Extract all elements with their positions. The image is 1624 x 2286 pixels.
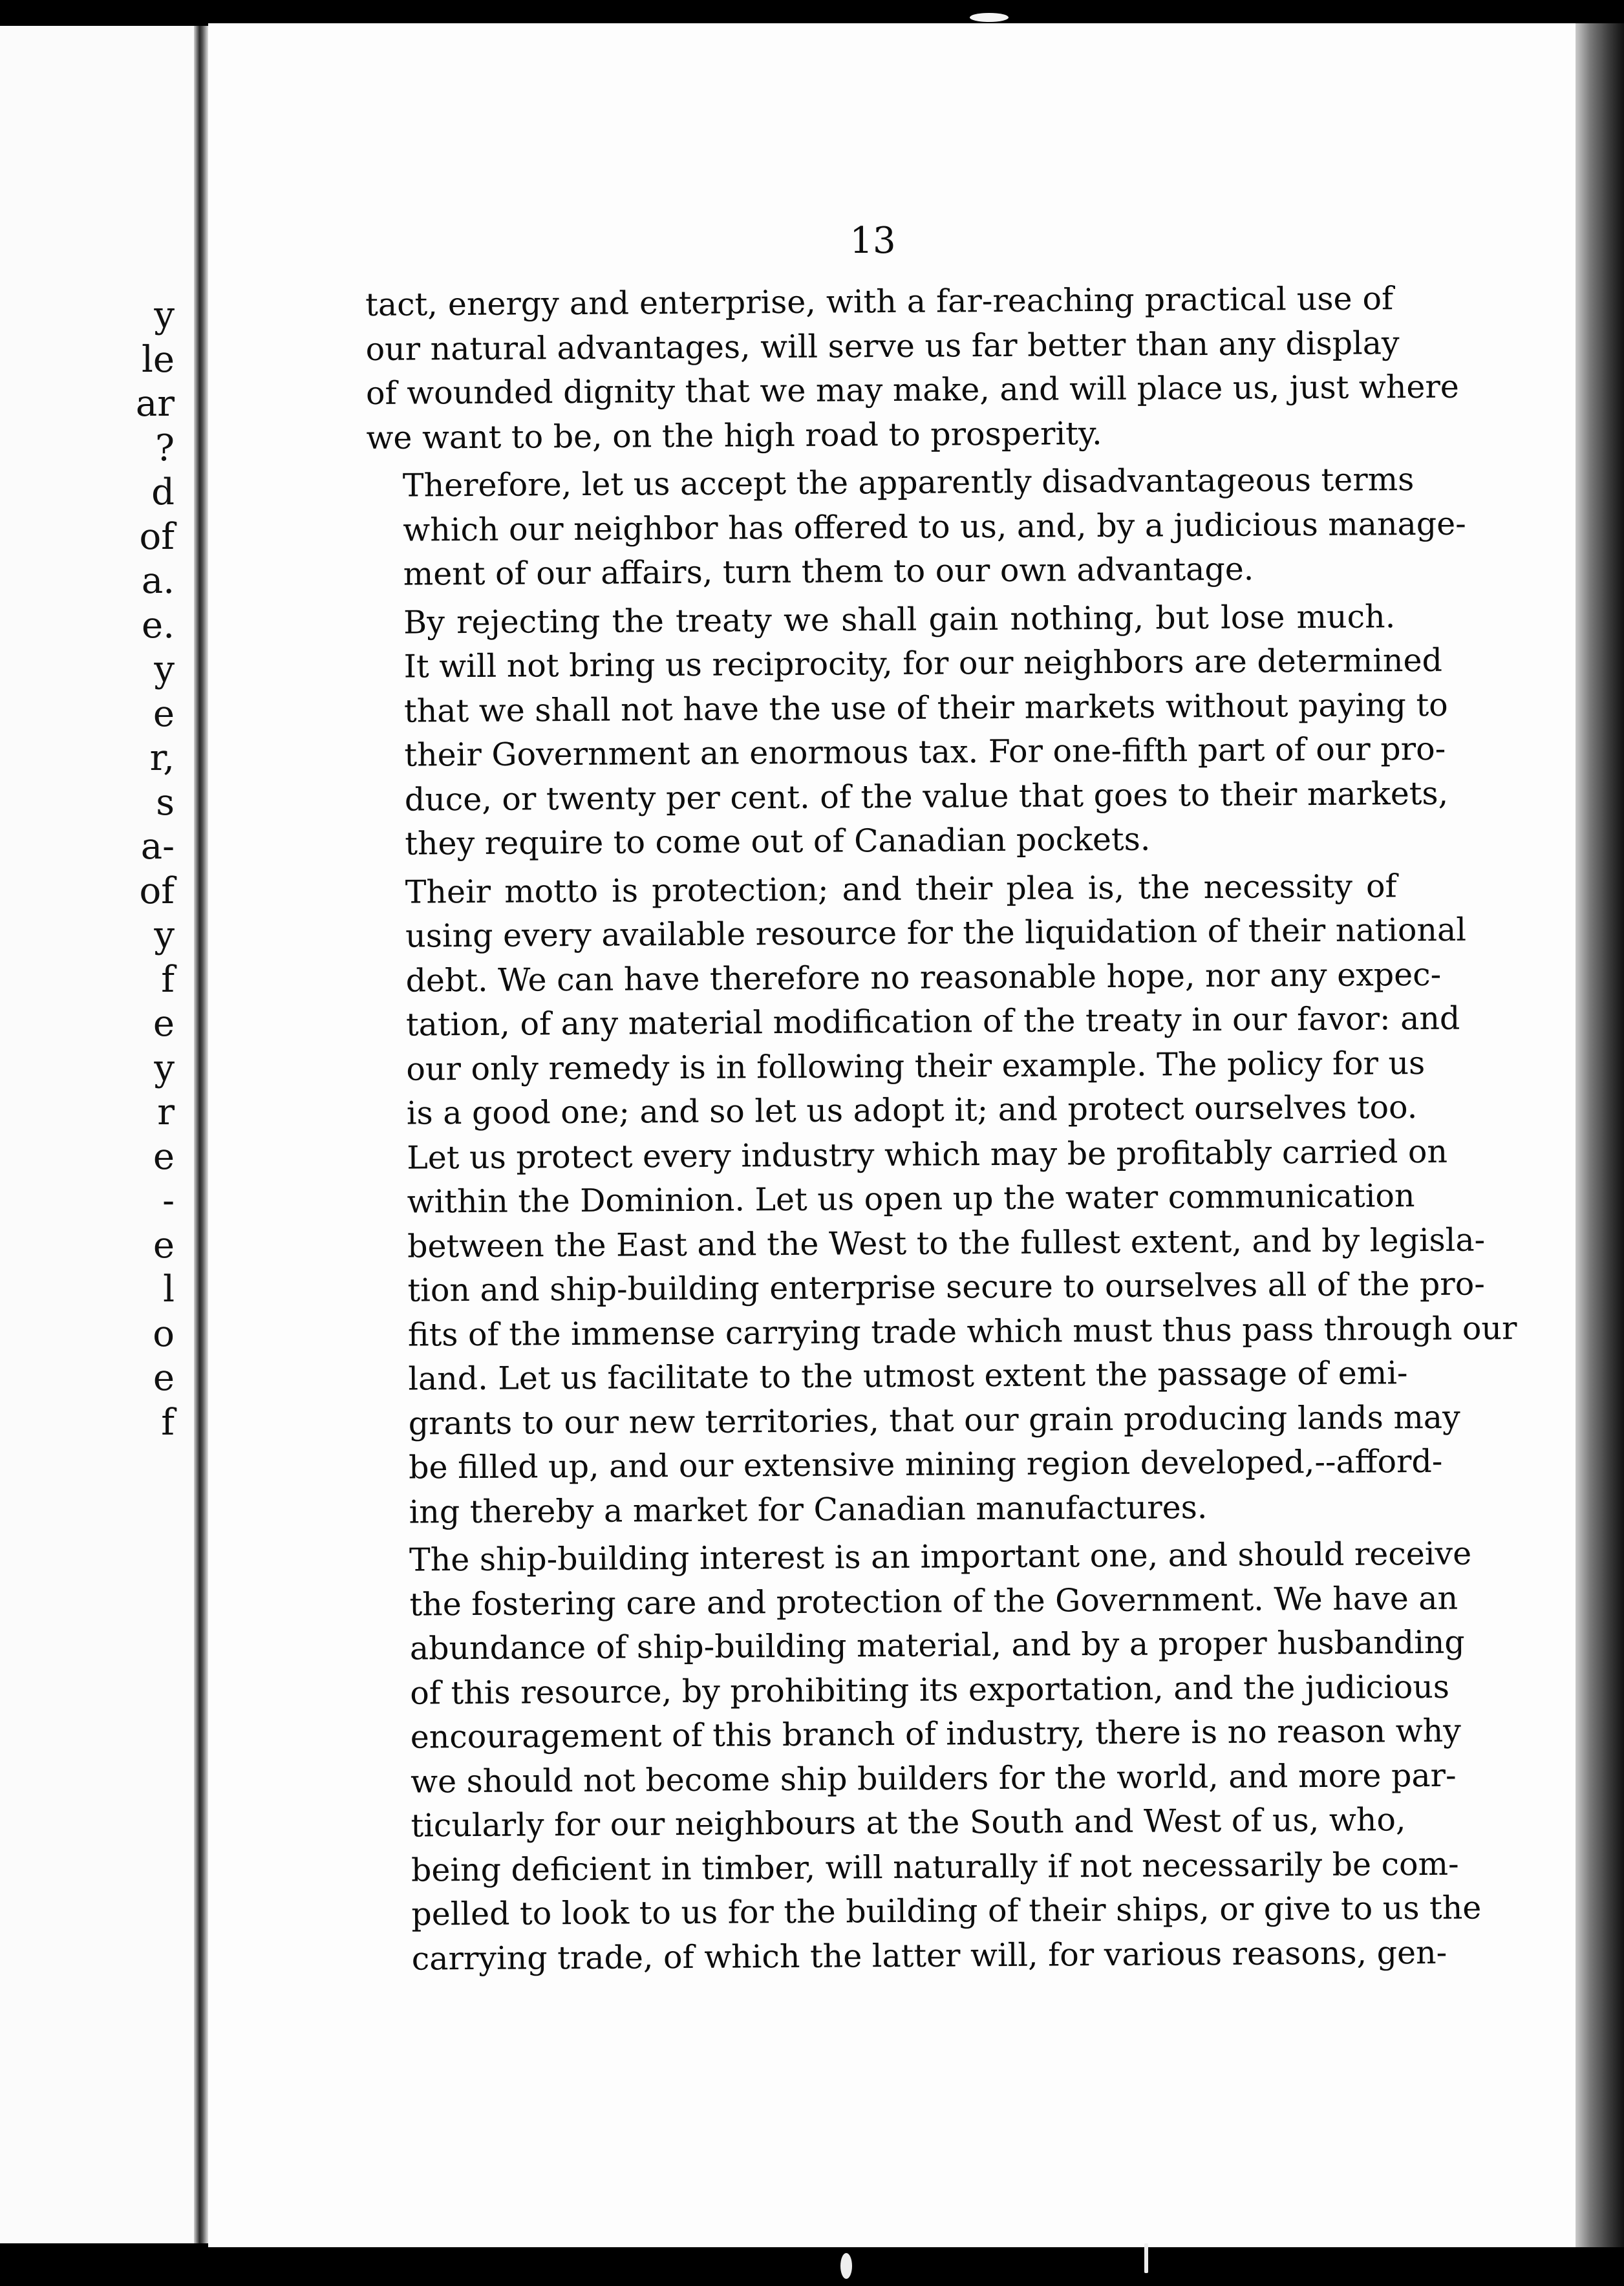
scan-speck xyxy=(970,13,1009,22)
left-page-fragment: r xyxy=(157,1091,175,1133)
text-line: debt. We can have therefore no reasonable hope, nor any expec- xyxy=(405,956,1442,999)
text-line: grants to our new territories, that our grain producing lands may xyxy=(408,1398,1460,1442)
text-line: that we shall not have the use of their markets without paying to xyxy=(403,686,1448,730)
text-line: our natural advantages, will serve us far better than any display xyxy=(365,324,1400,368)
text-line: pelled to look to us for the building of their ships, or give to us the xyxy=(411,1889,1482,1933)
text-line: their Government an enormous tax. For one-fifth part of our pro- xyxy=(404,730,1446,774)
left-page-fragment: a- xyxy=(140,826,175,868)
facing-page-left xyxy=(0,26,194,2243)
page-number: 13 xyxy=(849,220,896,262)
paragraph-2 xyxy=(367,458,1466,597)
left-page-fragment: y xyxy=(154,914,175,956)
left-page-fragment: le xyxy=(141,338,175,381)
text-line: encouragement of this branch of industry, there is no reason why xyxy=(410,1712,1462,1756)
text-line: of this resource, by prohibiting its exportation, and the judicious xyxy=(410,1668,1450,1712)
text-line: Let us protect every industry which may be profitably carried on xyxy=(407,1133,1448,1177)
left-page-fragment: d xyxy=(151,471,175,513)
scan-speck xyxy=(1144,2243,1148,2273)
left-page-text-fragments xyxy=(0,26,194,2243)
text-line: tation, of any material modification of the treaty in our favor: and xyxy=(405,999,1460,1043)
left-page-fragment: o xyxy=(153,1312,175,1355)
left-page-fragment: y xyxy=(154,1047,175,1089)
text-line: tion and ship-building enterprise secure to ourselves all of the pro- xyxy=(407,1265,1485,1309)
text-line: of wounded dignity that we may make, and will place us, just where xyxy=(365,368,1459,412)
left-page-fragment: f xyxy=(161,958,175,1001)
text-line: It will not bring us reciprocity, for our neighbors are determined xyxy=(403,641,1443,685)
text-line: the fostering care and protection of the Government. We have an xyxy=(409,1579,1458,1623)
left-page-fragment: e xyxy=(153,1135,175,1178)
text-line: be filled up, and our extensive mining region developed,--afford- xyxy=(409,1442,1443,1486)
text-line: they require to come out of Canadian pockets. xyxy=(405,820,1151,862)
text-line: abundance of ship-building material, and by a proper husbanding xyxy=(409,1623,1465,1667)
left-page-fragment: of xyxy=(139,515,175,558)
text-line: we want to be, on the high road to prosperity. xyxy=(366,414,1102,456)
text-line: we should not become ship builders for the world, and more par- xyxy=(410,1757,1457,1800)
text-line: ment of our affairs, turn them to our own advantage. xyxy=(403,550,1254,593)
left-page-fragment: e xyxy=(153,1357,175,1399)
page-body-text xyxy=(365,277,1517,1985)
left-page-fragment: e xyxy=(153,1224,175,1266)
text-line: Therefore, let us accept the apparently disadvantageous terms xyxy=(402,461,1415,504)
paragraph-1 xyxy=(365,277,1459,460)
scan-speck xyxy=(840,2253,852,2279)
left-page-fragment: - xyxy=(162,1180,175,1222)
left-page-fragment: ar xyxy=(135,383,175,425)
paragraph-3 xyxy=(367,595,1449,867)
text-line: duce, or twenty per cent. of the value that goes to their markets, xyxy=(404,774,1449,818)
text-line: which our neighbor has offered to us, and, by a judicious manage- xyxy=(403,505,1466,549)
text-line: within the Dominion. Let us open up the water communication xyxy=(407,1177,1415,1221)
book-gutter xyxy=(194,26,208,2243)
left-page-fragment: r, xyxy=(149,737,175,779)
left-page-fragment: of xyxy=(139,870,175,912)
text-line: The ship-building interest is an important one, and should receive xyxy=(409,1535,1472,1579)
left-page-fragment: s xyxy=(156,781,175,824)
left-page-fragment: ? xyxy=(155,427,175,469)
text-line: being deficient in timber, will naturally if not necessarily be com- xyxy=(411,1845,1459,1889)
left-page-fragment: e xyxy=(153,692,175,735)
text-line: carrying trade, of which the latter will, for various reasons, gen- xyxy=(411,1934,1448,1978)
paragraph-4 xyxy=(369,864,1517,1535)
text-line: ticularly for our neighbours at the South and West of us, who, xyxy=(411,1801,1406,1844)
text-line: fits of the immense carrying trade which must thus pass through our xyxy=(407,1309,1517,1354)
left-page-fragment: y xyxy=(154,648,175,690)
text-line: tact, energy and enterprise, with a far-reaching practical use of xyxy=(365,280,1394,323)
left-page-fragment: e xyxy=(153,1003,175,1045)
left-page-fragment: e. xyxy=(142,604,175,646)
left-page-fragment: l xyxy=(163,1268,175,1310)
left-page-fragment: a. xyxy=(141,560,175,602)
text-line: By rejecting the treaty we shall gain nothing, but lose much. xyxy=(403,597,1396,641)
text-line: Their motto is protection; and their plea is, the necessity of xyxy=(405,867,1397,911)
left-page-fragment: f xyxy=(161,1401,175,1444)
text-line: is a good one; and so let us adopt it; and protect ourselves too. xyxy=(406,1089,1418,1132)
page-edge-shadow xyxy=(1576,23,1624,2247)
paragraph-5 xyxy=(373,1532,1482,1982)
text-line: land. Let us facilitate to the utmost extent the passage of emi- xyxy=(408,1354,1408,1398)
text-line: ing thereby a market for Canadian manufactures. xyxy=(409,1488,1208,1531)
text-line: between the East and the West to the fullest extent, and by legisla- xyxy=(407,1221,1486,1265)
left-page-fragment: y xyxy=(154,294,175,336)
text-line: using every available resource for the liquidation of their national xyxy=(405,911,1467,955)
text-line: our only remedy is in following their example. The policy for us xyxy=(406,1044,1426,1088)
